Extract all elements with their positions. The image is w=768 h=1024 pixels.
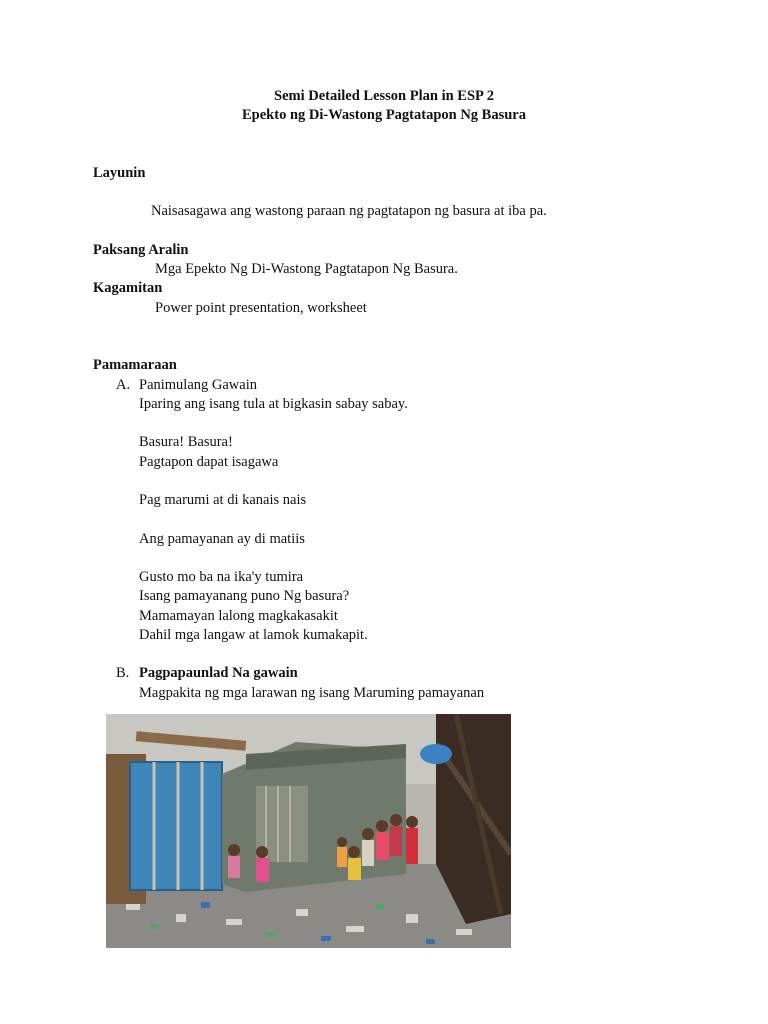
list-marker-b: B. [116,665,130,681]
poem-line: Dahil mga langaw at lamok kumakapit. [139,627,368,643]
poem-line: Basura! Basura! [139,434,233,450]
slum-photo [106,714,511,948]
section-b-title: Pagpapaunlad Na gawain [139,665,298,681]
layunin-heading: Layunin [93,165,146,181]
poem-line: Mamamayan lalong magkakasakit [139,608,338,624]
list-marker-a: A. [116,377,131,393]
slum-scene-illustration [106,714,511,948]
document-title: Semi Detailed Lesson Plan in ESP 2 [274,88,494,104]
pamamaraan-heading: Pamamaraan [93,357,177,373]
paksang-aralin-heading: Paksang Aralin [93,242,189,258]
section-a-instruction: Iparing ang isang tula at bigkasin sabay sabay. [139,396,408,412]
section-a-title: Panimulang Gawain [139,377,257,393]
poem-line: Ang pamayanan ay di matiis [139,531,305,547]
poem-line: Isang pamayanang puno Ng basura? [139,588,350,604]
layunin-text: Naisasagawa ang wastong paraan ng pagtatapon ng basura at iba pa. [151,203,547,219]
kagamitan-heading: Kagamitan [93,280,163,296]
section-b-instruction: Magpakita ng mga larawan ng isang Maruming pamayanan [139,685,485,701]
paksang-aralin-text: Mga Epekto Ng Di-Wastong Pagtatapon Ng Basura. [155,261,458,277]
poem-line: Pagtapon dapat isagawa [139,454,279,470]
poem-line: Pag marumi at di kanais nais [139,492,307,508]
document-subtitle: Epekto ng Di-Wastong Pagtatapon Ng Basura [242,107,526,123]
kagamitan-text: Power point presentation, worksheet [155,300,367,316]
poem-line: Gusto mo ba na ika'y tumira [139,569,304,585]
